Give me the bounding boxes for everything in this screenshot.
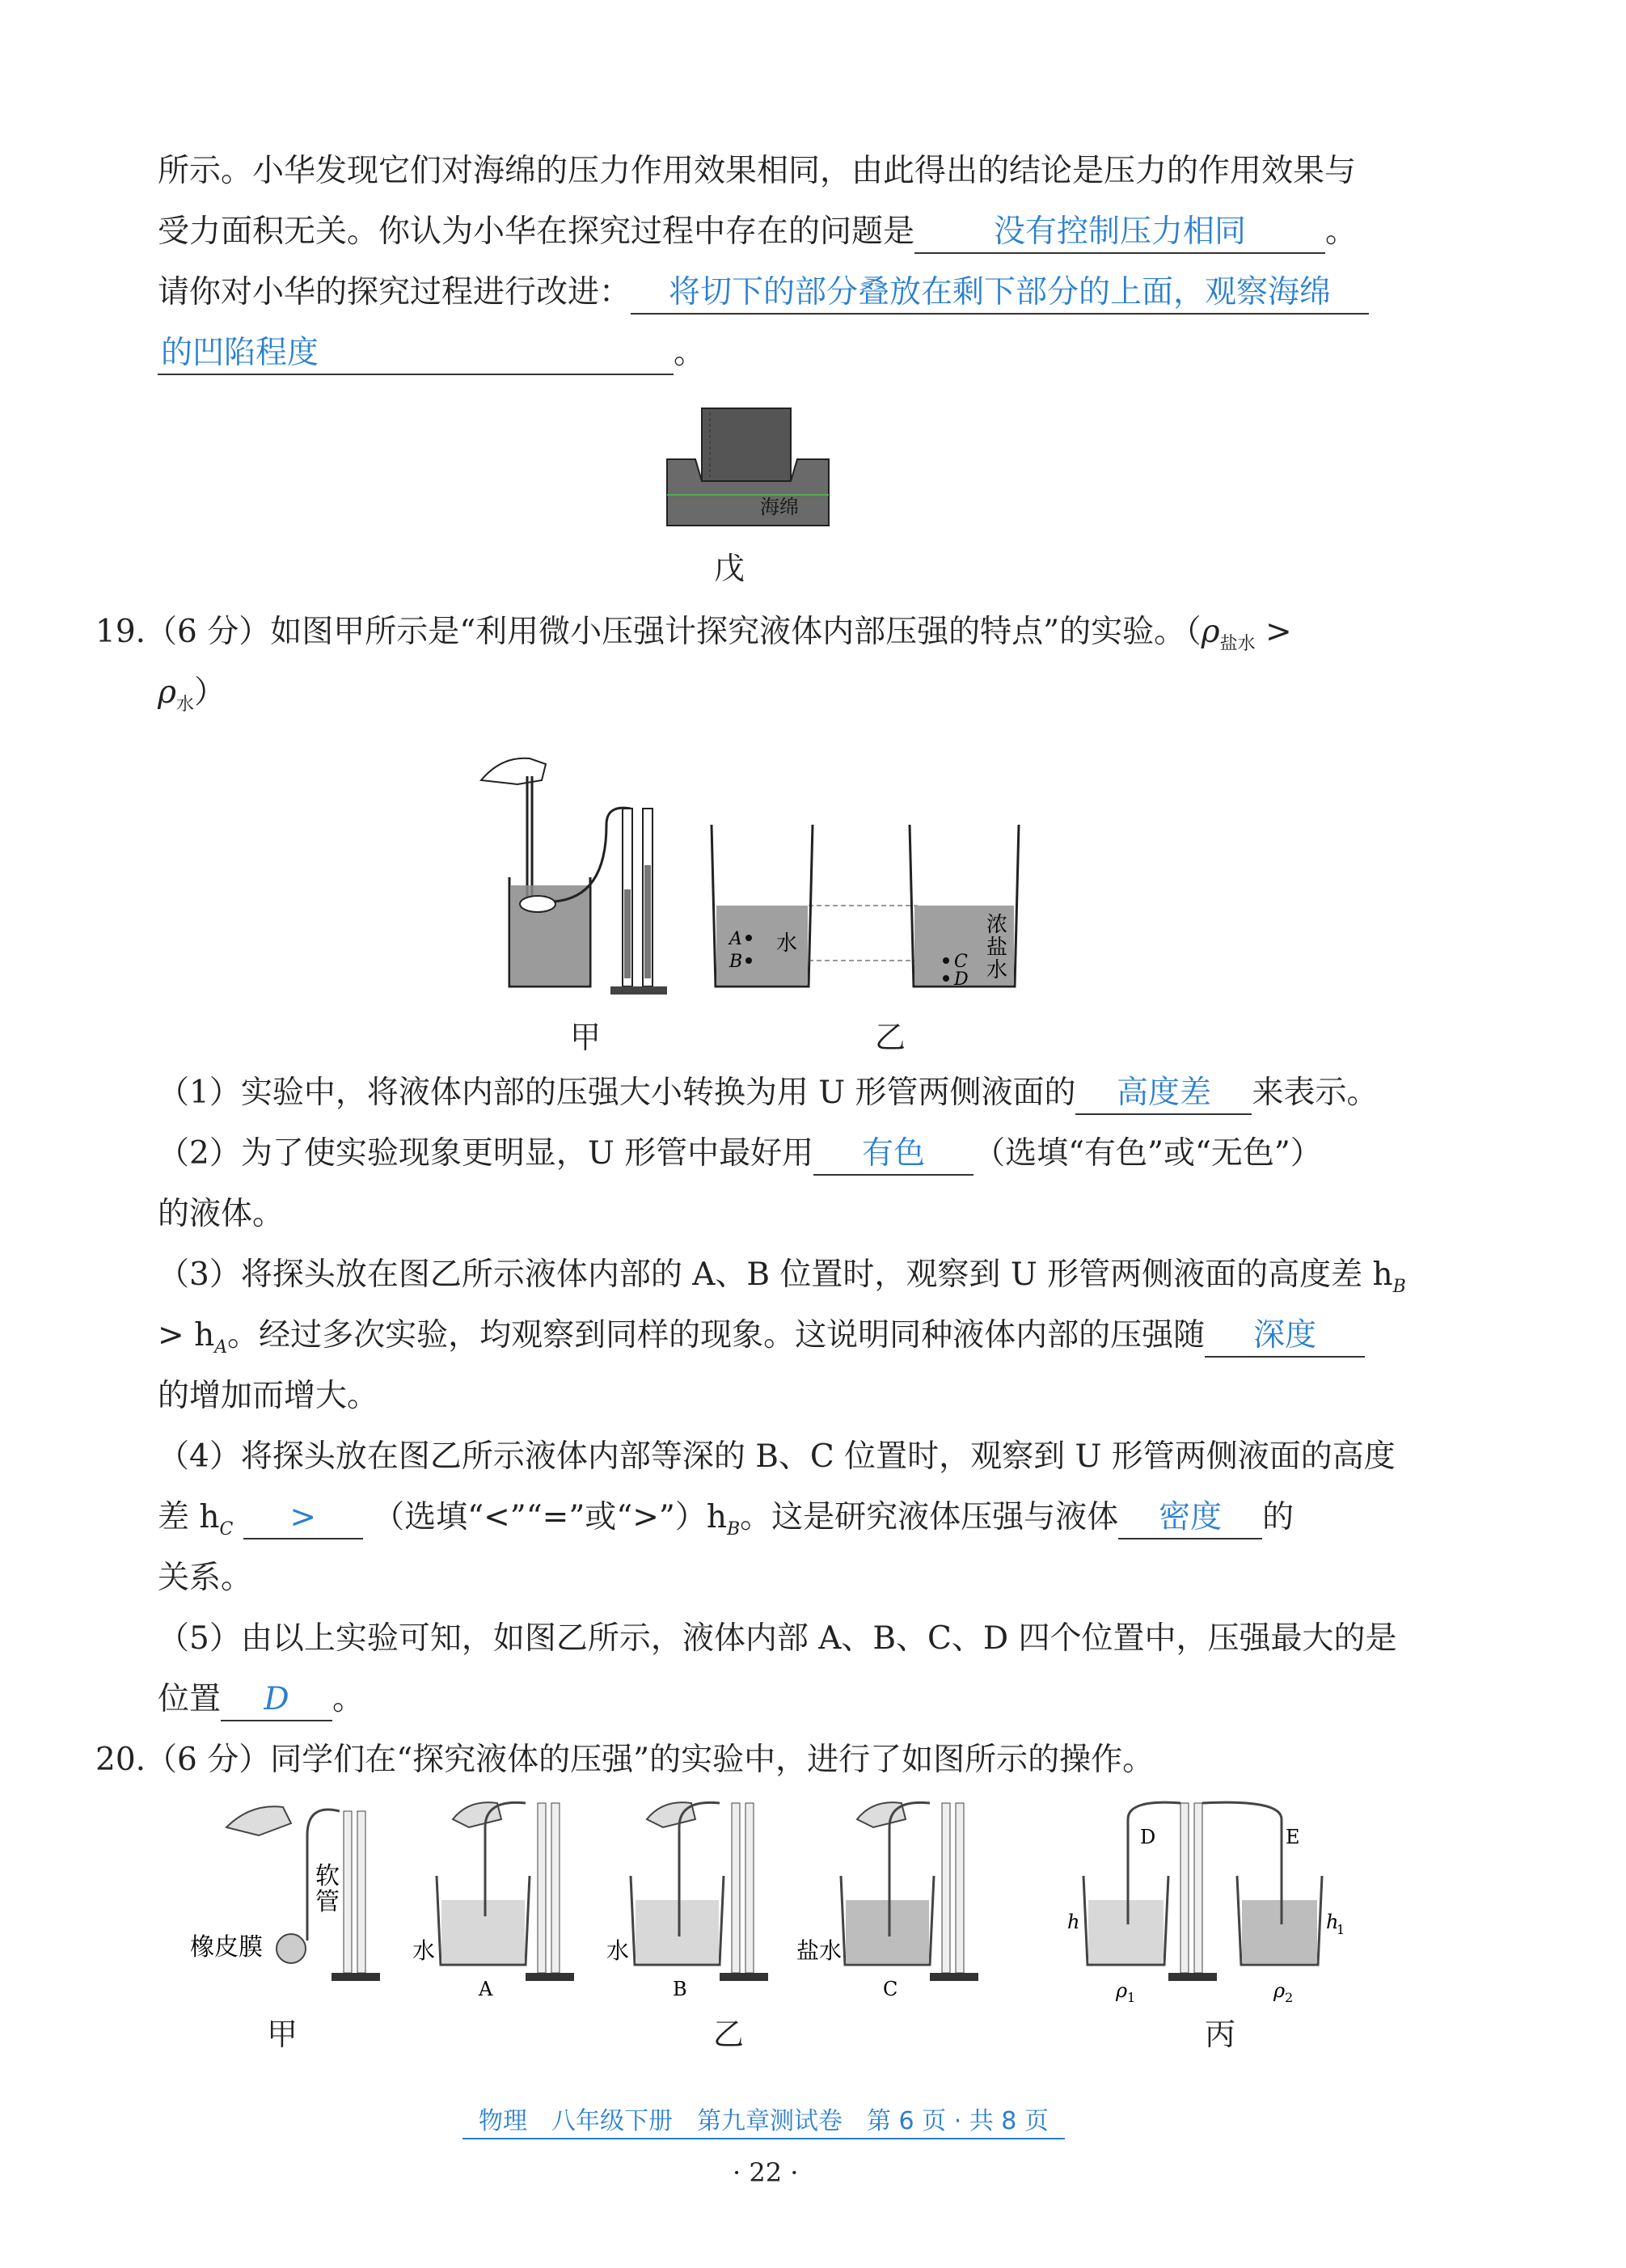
label-d: D (1140, 1826, 1156, 1848)
label-h: h (1067, 1911, 1080, 1933)
block (702, 408, 791, 481)
hand-icon (857, 1802, 906, 1827)
label-b: B (673, 1978, 687, 2000)
figure-20 (178, 1787, 1375, 2005)
label-c: C (883, 1978, 898, 2000)
page-number: · 22 · (733, 2157, 799, 2188)
q19-part-1: （1）实验中，将液体内部的压强大小转换为用 U 形管两侧液面的 高度差 来表示。 (158, 1071, 1419, 1115)
q19-part-4-end: 关系。 (158, 1560, 253, 1596)
question-19-stem-2: $\rho_水$） (158, 674, 226, 715)
label-rubber: 橡皮膜 (190, 1933, 263, 1962)
question-19-stem: 19.（6 分）如图甲所示是“利用微小压强计探究液体内部压强的特点”的实验。（$\rho_{盐水}$ > (95, 614, 1292, 654)
label-water: 水 (776, 931, 798, 956)
point-c: C (954, 952, 968, 972)
figure-sponge (663, 404, 833, 534)
figure-caption-bing: 丙 (1205, 2017, 1236, 2052)
figure-20-yi-b (606, 1802, 768, 2000)
answer-blank: 密度 (1118, 1497, 1262, 1539)
q19-part-3-end: 的增加而增大。 (158, 1378, 379, 1414)
hand-icon (481, 758, 546, 784)
figure-20-jia (190, 1806, 380, 1981)
paragraph-line-1: 所示。小华发现它们对海绵的压力作用效果相同，由此得出的结论是压力的作用效果与 (158, 153, 1357, 189)
point-a: A (729, 929, 742, 949)
hand-icon (453, 1802, 501, 1827)
hand-icon (647, 1802, 695, 1827)
answer-blank: 没有控制压力相同 (914, 212, 1325, 254)
sponge-label: 海绵 (760, 496, 799, 518)
figure-caption-jia: 甲 (570, 1020, 602, 1055)
q19-part-2-cont: 的液体。 (158, 1196, 285, 1232)
figure-caption-wu: 戊 (714, 551, 745, 586)
q19-part-2: （2）为了使实验现象更明显，U 形管中最好用 有色 （选填“有色”或“无色”） (158, 1132, 1419, 1176)
label-a: A (479, 1978, 493, 2000)
q19-part-5: （5）由以上实验可知，如图乙所示，液体内部 A、B、C、D 四个位置中，压强最大的是 (158, 1620, 1397, 1657)
label-rho1-sub: 1 (1127, 1990, 1136, 2005)
figure-caption-yi: 乙 (875, 1020, 906, 1055)
rubber-membrane (277, 1934, 306, 1963)
point-d: D (954, 969, 969, 990)
label-tube-1: 软 (315, 1862, 340, 1890)
label-water-a: 水 (412, 1937, 436, 1964)
point-b: B (729, 952, 743, 972)
label-salt-1: 浓 (986, 913, 1008, 937)
answer-blank: 有色 (813, 1134, 973, 1176)
q19-part-4: （4）将探头放在图乙所示液体内部等深的 B、C 位置时，观察到 U 形管两侧液面的高度 (158, 1438, 1396, 1475)
q19-part-3-cont: > $h_A$。经过多次实验，均观察到同样的现象。这说明同种液体内部的压强随 深度 (158, 1314, 1419, 1370)
label-salt-2: 盐 (986, 935, 1008, 960)
label-h1-sub: 1 (1337, 1922, 1345, 1937)
paragraph-line-2: 受力面积无关。你认为小华在探究过程中存在的问题是 没有控制压力相同 。 (158, 210, 1419, 254)
q19-part-4-cont: 差 $h_C$ > （选填“<”“=”或“$>”)h_B$。这是研究液体压强与液体 密度 的 (158, 1499, 1294, 1539)
figure-20-yi-a (412, 1802, 574, 2000)
label-rho2: ρ (1273, 1979, 1286, 2002)
paragraph-line-4: 的凹陷程度 。 (158, 332, 1419, 375)
label-rho1: ρ (1116, 1979, 1128, 2002)
hand-icon (226, 1806, 291, 1835)
probe (520, 896, 555, 912)
answer-blank: 的凹陷程度 (158, 333, 674, 375)
label-salt-water: 盐水 (796, 1937, 843, 1964)
figure-19 (469, 744, 1035, 1003)
question-20-stem: 20.（6 分）同学们在“探究液体的压强”的实验中，进行了如图所示的操作。 (95, 1742, 1155, 1778)
q19-part-3: （3）将探头放在图乙所示液体内部的 A、B 位置时，观察到 U 形管两侧液面的高度差 $h_B$ (158, 1256, 1406, 1297)
answer-blank: 深度 (1205, 1316, 1365, 1358)
q19-part-5-cont: 位置 D 。 (158, 1678, 1419, 1721)
label-h1: h (1326, 1911, 1339, 1933)
label-tube-2: 管 (315, 1888, 340, 1916)
figure-caption-yi: 乙 (713, 2017, 745, 2052)
figure-20-yi-c (796, 1802, 978, 2000)
label-e: E (1286, 1826, 1300, 1848)
paragraph-line-3: 请你对小华的探究过程进行改进： 将切下的部分叠放在剩下部分的上面，观察海绵 (158, 271, 1419, 315)
figure-caption-jia: 甲 (267, 2017, 298, 2052)
answer-blank: 高度差 (1075, 1073, 1252, 1115)
label-salt-3: 水 (986, 958, 1008, 982)
label-water-b: 水 (606, 1937, 630, 1964)
figure-20-bing (1067, 1802, 1345, 2005)
answer-blank: 将切下的部分叠放在剩下部分的上面，观察海绵 (631, 272, 1369, 315)
manometer-stand (610, 986, 667, 995)
answer-blank: D (221, 1679, 332, 1721)
label-rho2-sub: 2 (1285, 1990, 1294, 2005)
footer-text: 物理 八年级下册 第九章测试卷 第 6 页 · 共 8 页 (462, 2101, 1065, 2139)
answer-blank: > (243, 1497, 363, 1539)
